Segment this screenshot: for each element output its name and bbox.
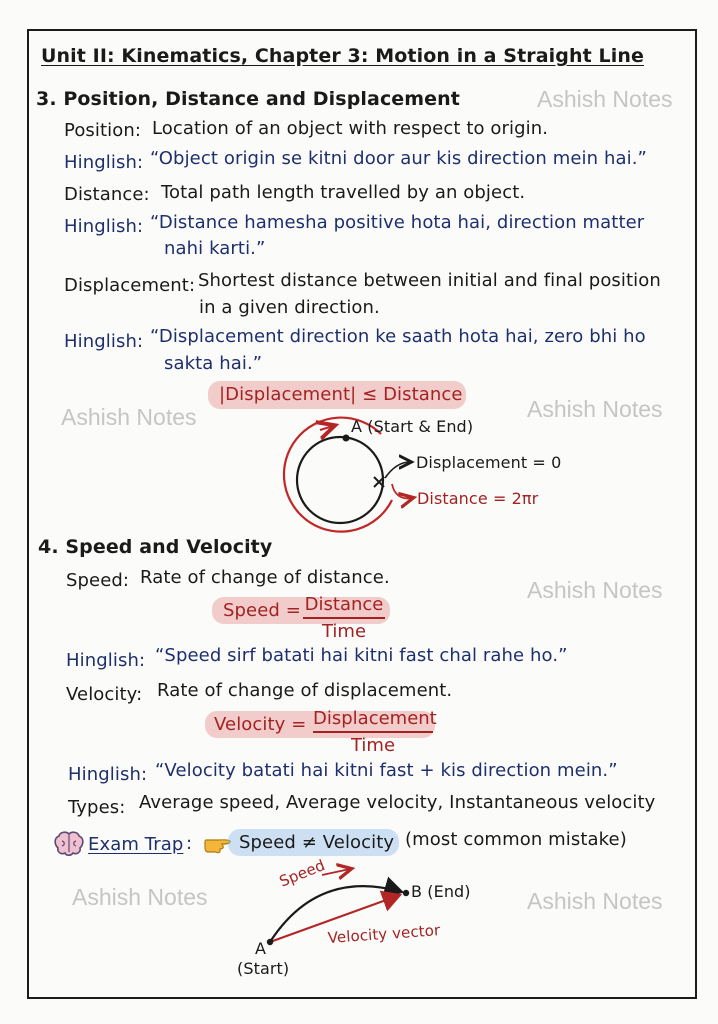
- point-b: [403, 890, 409, 896]
- position-definition: Location of an object with respect to origin.: [152, 118, 549, 139]
- displacement-definition-line2: in a given direction.: [199, 297, 380, 318]
- displacement-label: Displacement:: [64, 275, 196, 296]
- exam-trap-colon: :: [186, 833, 193, 854]
- speed-hinglish: “Speed sirf batati hai kitni fast chal rahe ho.”: [155, 645, 568, 666]
- section-3-heading: 3. Position, Distance and Displacement: [36, 88, 460, 110]
- point-a-label: A (Start & End): [351, 417, 474, 436]
- watermark: Ashish Notes: [537, 86, 673, 112]
- velocity-denominator: Time: [350, 735, 396, 756]
- position-label: Position:: [64, 120, 142, 141]
- speed-definition: Rate of change of distance.: [140, 567, 390, 588]
- types-list: Average speed, Average velocity, Instantaneous velocity: [139, 792, 656, 813]
- velocity-definition: Rate of change of displacement.: [157, 680, 453, 701]
- point-a-label: A: [255, 939, 267, 958]
- speed-path-label: Speed: [276, 856, 328, 891]
- section-4-heading: 4. Speed and Velocity: [38, 536, 273, 558]
- displacement-hinglish-line2: sakta hai.”: [164, 353, 263, 374]
- types-label: Types:: [68, 797, 126, 818]
- exam-trap-label: Exam Trap: [88, 834, 184, 855]
- speed-label: Speed:: [66, 570, 130, 591]
- watermark: Ashish Notes: [72, 884, 208, 910]
- hinglish-label: Hinglish:: [64, 152, 144, 173]
- start-label: (Start): [237, 959, 290, 978]
- distance-hinglish-line1: “Distance hamesha positive hota hai, direction matter: [150, 212, 645, 233]
- speed-formula-lhs: Speed =: [223, 600, 301, 621]
- speed-denominator: Time: [321, 621, 367, 642]
- velocity-formula-lhs: Velocity =: [214, 714, 307, 735]
- inequality-formula: |Displacement| ≤ Distance: [219, 384, 463, 405]
- hinglish-label: Hinglish:: [66, 650, 146, 671]
- distance-definition: Total path length travelled by an object.: [161, 182, 526, 203]
- hinglish-label: Hinglish:: [64, 331, 144, 352]
- hinglish-label: Hinglish:: [64, 216, 144, 237]
- point-a: [267, 939, 273, 945]
- exam-trap-statement: Speed ≠ Velocity: [239, 832, 395, 853]
- watermark: Ashish Notes: [527, 396, 663, 422]
- displacement-definition-line1: Shortest distance between initial and final position: [198, 270, 661, 291]
- distance-label: Distance:: [64, 184, 150, 205]
- velocity-vector-label: Velocity vector: [327, 921, 441, 947]
- position-hinglish: “Object origin se kitni door aur kis direction mein hai.”: [150, 148, 647, 169]
- watermark: Ashish Notes: [527, 888, 663, 914]
- displacement-hinglish-line1: “Displacement direction ke saath hota hai, zero bhi ho: [150, 326, 646, 347]
- velocity-numerator: Displacement: [313, 708, 437, 729]
- velocity-hinglish: “Velocity batati hai kitni fast + kis direction mein.”: [155, 760, 618, 781]
- page-title: Unit II: Kinematics, Chapter 3: Motion in a Straight Line: [41, 45, 644, 67]
- watermark: Ashish Notes: [61, 404, 197, 430]
- distance-hinglish-line2: nahi karti.”: [164, 238, 266, 259]
- distance-2pir-label: Distance = 2πr: [417, 489, 539, 508]
- speed-numerator: Distance: [304, 594, 384, 615]
- exam-trap-note: (most common mistake): [405, 829, 627, 850]
- displacement-zero-label: Displacement = 0: [416, 453, 562, 472]
- velocity-label: Velocity:: [66, 684, 143, 705]
- watermark: Ashish Notes: [527, 577, 663, 603]
- point-b-label: B (End): [411, 882, 471, 901]
- hinglish-label: Hinglish:: [68, 764, 148, 785]
